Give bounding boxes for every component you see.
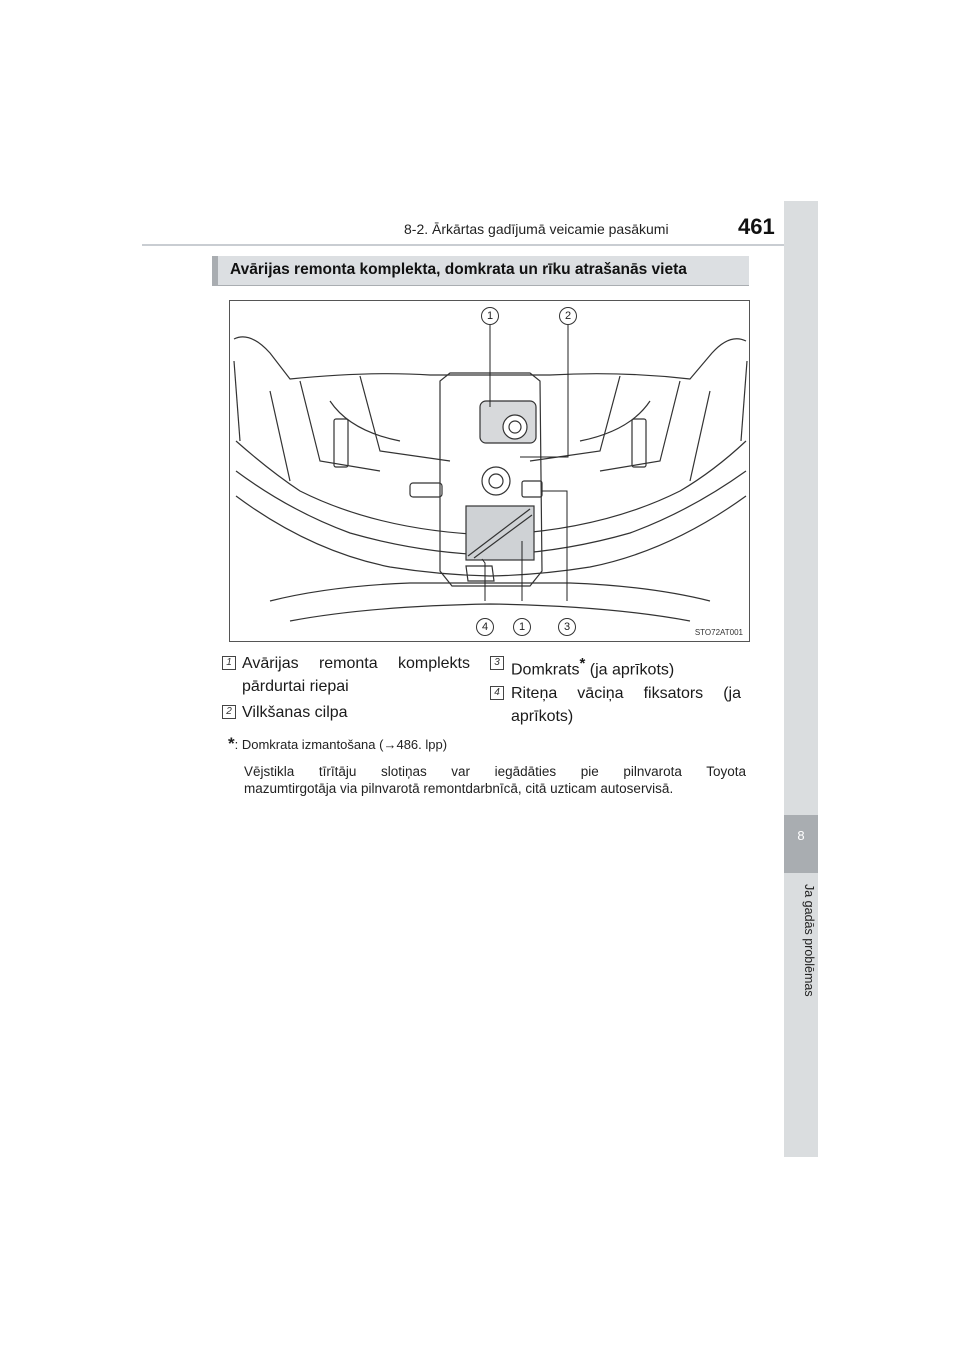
header-divider bbox=[142, 244, 818, 246]
callout-3-bottom: 3 bbox=[558, 618, 576, 636]
callout-4-bottom: 4 bbox=[476, 618, 494, 636]
reference-arrow-icon: → bbox=[383, 737, 397, 752]
item-1-line1: Avārijas remonta komplekts bbox=[242, 655, 470, 672]
note-line-1: Vējstikla tīrītāju slotiņas var iegādāties pie pilnvarota Toyota bbox=[244, 764, 746, 779]
item-4-line1: Riteņa vāciņa fiksators (ja bbox=[511, 685, 741, 702]
section-heading bbox=[212, 256, 749, 286]
item-4-line2: aprīkots) bbox=[511, 708, 574, 725]
item-3-line1 bbox=[511, 653, 674, 681]
item-3-number: 3 bbox=[490, 656, 504, 670]
item-3-asterisk: * bbox=[579, 655, 586, 672]
section-heading-text: Avārijas remonta komplekta, domkrata un rīku atrašanās vieta bbox=[230, 261, 687, 278]
callout-2-top: 2 bbox=[559, 307, 577, 325]
item-1-line2: pārdurtai riepai bbox=[242, 678, 349, 695]
chapter-number-tab bbox=[784, 815, 818, 873]
item-3-text-b: (ja aprīkots) bbox=[585, 661, 675, 679]
trunk-diagram bbox=[230, 301, 751, 643]
chapter-number: 8 bbox=[797, 828, 805, 843]
item-4-number: 4 bbox=[490, 686, 504, 700]
luggage-compartment-illustration bbox=[229, 300, 750, 642]
footnote-page-reference: 486. lpp) bbox=[396, 737, 448, 752]
figure-code: STO72AT001 bbox=[694, 628, 743, 637]
page-number: 461 bbox=[738, 214, 775, 239]
footnote-asterisk: * bbox=[228, 734, 235, 753]
item-1-number: 1 bbox=[222, 656, 236, 670]
callout-1-bottom: 1 bbox=[513, 618, 531, 636]
note-line-2: mazumtirgotāja via pilnvarotā remontdarbnīcā, citā uzticam autoservisā. bbox=[244, 781, 674, 796]
item-2-number: 2 bbox=[222, 705, 236, 719]
header-section-title: 8-2. Ārkārtas gadījumā veicamie pasākumi bbox=[404, 221, 669, 237]
item-3-text-a: Domkrats bbox=[511, 661, 580, 679]
callout-1-top: 1 bbox=[481, 307, 499, 325]
chapter-title: Ja gadās problēmas bbox=[802, 884, 816, 997]
footnote bbox=[228, 734, 447, 754]
item-2-line1: Vilkšanas cilpa bbox=[242, 704, 348, 721]
footnote-text: : Domkrata izmantošana ( bbox=[234, 737, 384, 752]
note-paragraph bbox=[244, 763, 746, 797]
